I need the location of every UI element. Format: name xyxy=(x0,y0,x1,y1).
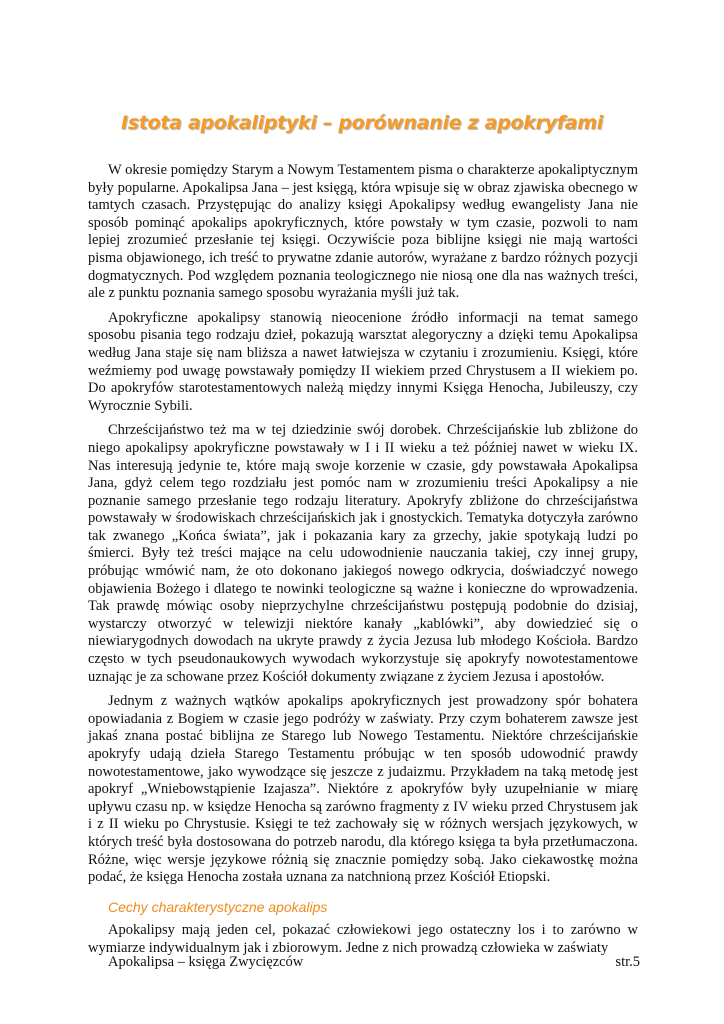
paragraph-2: Apokryficzne apokalipsy stanowią nieocenione źródło informacji na temat samego sposobu pisania tego rodzaju dzieł, pokazują warsztat alegoryczny a dzięki temu Apokalipsa według Jana staje się nam bliższa a nawet łatwiejsza w czytaniu i zrozumieniu. Księgi, które weźmiemy pod uwagę powstawały pomiędzy II wiekiem przed Chrystusem a II wiekiem po. Do apokryfów starotestamentowych należą między innymi Księga Henocha, Jubileuszy, czy Wyrocznie Sybili. xyxy=(88,309,638,414)
paragraph-5: Apokalipsy mają jeden cel, pokazać człowiekowi jego ostateczny los i to zarówno w wymiarze indywidualnym jak i zbiorowym. Jedne z nich prowadzą człowieka w zaświaty xyxy=(88,922,638,956)
paragraph-4: Jednym z ważnych wątków apokalips apokryficznych jest prowadzony spór bohatera opowiadania z Bogiem w czasie jego podróży w zaświaty. Przy czym bohaterem zawsze jest jakaś znana postać biblijna ze Starego lub Nowego Testamentu. Niektóre chrześcijańskie apokryfy udają dzieła Starego Testamentu próbując w ten sposób udowodnić prawdy nowotestamentowe, jako wywodzące się jeszcze z judaizmu. Przykładem na taką metodę jest apokryf „Wniebowstąpienie Izajasza”. Niektóre z apokryfów były uzupełnianie w miarę upływu czasu np. w księdze Henocha są zarówno fragmenty z IV wieku przed Chrystusem jak i z II wieku po Chrystusie. Księgi te też zachowały się w różnych wersjach językowych, w których treść była dostosowana do potrzeb narodu, dla którego księga ta była przetłumaczona. Różne, więc wersje językowe różnią się znacznie pomiędzy sobą. Jako ciekawostkę można podać, że księga Henocha została uznana za natchnioną przez Kościół Etiopski. xyxy=(88,693,638,886)
paragraph-3: Chrześcijaństwo też ma w tej dziedzinie swój dorobek. Chrześcijańskie lub zbliżone do niego apokalipsy apokryficzne powstawały w I i II wieku a też później nawet w wieku IX. Nas interesują jedynie te, które mają swoje korzenie w czasie, gdy powstawała Apokalipsa Jana, gdyż celem tego rozdziału jest pomóc nam w zrozumieniu treści Apokalipsy a nie poznanie samego przesłanie tego rodzaju literatury. Apokryfy zbliżone do chrześcijaństwa powstawały w środowiskach chrześcijańskich jak i gnostyckich. Tematyka dotyczyła zarówno tak zwanego „Końca świata”, jak i pokazania kary za grzechy, jakie spotykają ludzi po śmierci. Były też treści mające na celu udowodnienie nauczania takiej, czy innej grupy, próbując wmówić nam, że oto dokonano jakiegoś nowego odkrycia, doświadczyć nowego objawienia Bożego i dlatego te nowinki teologiczne są ważne i konieczne do wprowadzenia. Tak prawdę mówiąc osoby nieprzychylne chrześcijaństwu postępują podobnie do dzisiaj, wystarczy otworzyć w telewizji niektóre kanały „kablówki”, aby dowiedzieć się o niewiarygodnych dowodach na ukryte prawdy z życia Jezusa lub młodego Kościoła. Bardzo często w tych pseudonaukowych wywodach wykorzystuje się apokryfy nowotestamentowe uznając je za schowane przez Kościół dokumenty związane z życiem Jezusa i apostołów. xyxy=(88,422,638,685)
section-subheading: Cechy charakterystyczne apokalips xyxy=(108,898,328,915)
document-body xyxy=(88,162,638,965)
page-number: str.5 xyxy=(615,954,640,970)
page-title: Istota apokaliptyki – porównanie z apokryfami xyxy=(121,112,603,134)
page-footer xyxy=(108,954,640,971)
footer-title: Apokalipsa – księga Zwycięzców xyxy=(108,954,304,970)
paragraph-1: W okresie pomiędzy Starym a Nowym Testamentem pisma o charakterze apokaliptycznym były popularne. Apokalipsa Jana – jest księgą, która wpisuje się w obraz zjawiska obecnego w tamtych czasach. Przystępując do analizy księgi Apokalipsy według ewangelisty Jana nie sposób pominąć apokalips apokryficznych, które powstały w tym czasie, pozwoli to nam lepiej zrozumieć przesłanie tej księgi. Oczywiście poza biblijne księgi nie mają wartości pisma objawionego, ich treść to prywatne zdanie autorów, wyrażane z bardzo różnych pozycji dogmatycznych. Pod względem poznania teologicznego nie niosą one dla nas ważnych treści, ale z punktu poznania samego sposobu wyrażania myśli już tak. xyxy=(88,162,638,302)
